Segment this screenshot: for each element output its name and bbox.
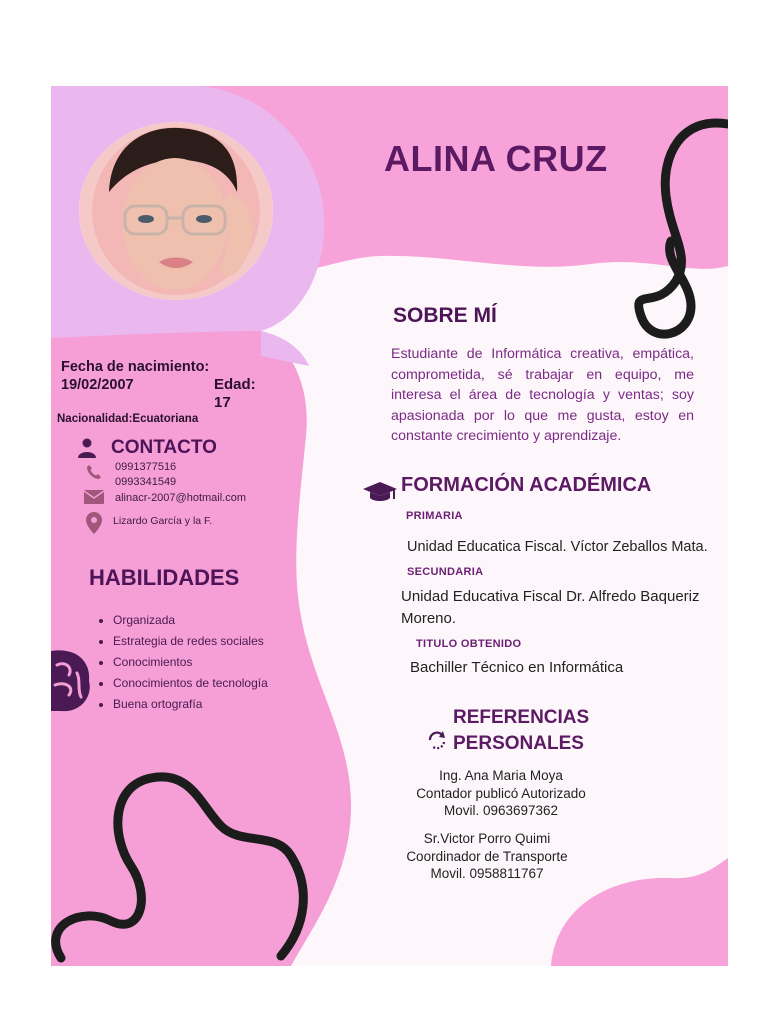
resume-page (51, 86, 728, 966)
nationality: Nacionalidad:Ecuatoriana (57, 413, 199, 425)
birth-label: Fecha de nacimiento: (61, 359, 210, 375)
birth-info (61, 358, 209, 394)
contact-title: CONTACTO (111, 437, 217, 458)
degree-label: TITULO OBTENIDO (416, 638, 522, 650)
reference-2-name: Sr.Victor Porro Quimi (423, 831, 551, 846)
skills-title: HABILIDADES (89, 565, 240, 590)
skill-item: • Conocimientos de tecnología (113, 673, 268, 694)
references-title-line1: REFERENCIAS (453, 707, 590, 728)
graduation-cap-icon (362, 481, 398, 503)
about-title: SOBRE MÍ (393, 304, 497, 327)
reference-1-name: Ing. Ana Maria Moya (439, 768, 563, 783)
contact-email: alinacr-2007@hotmail.com (115, 492, 247, 504)
refresh-icon (426, 729, 448, 751)
primary-label: PRIMARIA (406, 510, 463, 522)
contact-phone-2: 0993341549 (115, 476, 177, 488)
reference-2 (357, 830, 617, 883)
about-text: Estudiante de Informática creativa, empática, comprometida, sé trabajar en equipo, me interesa el área de tecnología y ventas; soy apasionada por lo que me gusta, estoy en constante crecimiento y aprendizaje. (391, 346, 694, 444)
phone-icon (86, 464, 102, 480)
mail-icon (84, 490, 104, 504)
degree-value: Bachiller Técnico en Informática (410, 659, 624, 676)
education-title: FORMACIÓN ACADÉMICA (401, 474, 652, 496)
reference-1-role: Contador publicó Autorizado (416, 785, 586, 801)
candidate-name: ALINA CRUZ (384, 138, 608, 179)
skill-item: • Conocimientos (113, 652, 268, 673)
secondary-label: SECUNDARIA (407, 566, 484, 578)
age-value: 17 (214, 394, 231, 411)
skill-item: • Estrategia de redes sociales (113, 631, 268, 652)
skills-list (91, 610, 268, 715)
secondary-school-line1: Unidad Educativa Fiscal Dr. Alfredo Baqueriz (401, 588, 700, 605)
references-title (453, 705, 589, 757)
contact-phone-1: 0991377516 (115, 461, 177, 473)
person-icon (78, 438, 96, 458)
references-title-line2: PERSONALES (453, 733, 584, 754)
skill-item: • Buena ortografía (113, 694, 268, 715)
reference-2-phone: Movil. 0958811767 (430, 866, 544, 881)
birth-date: 19/02/2007 (61, 377, 134, 393)
age-label: Edad: (214, 376, 256, 393)
reference-2-role: Coordinador de Transporte (406, 848, 568, 864)
profile-photo (79, 122, 273, 300)
reference-1 (371, 767, 631, 820)
portrait-image (79, 122, 273, 300)
contact-address: Lizardo García y la F. (113, 515, 213, 527)
location-pin-icon (86, 512, 102, 534)
age-info (214, 376, 274, 412)
skill-item: • Organizada (113, 610, 268, 631)
reference-1-phone: Movil. 0963697362 (443, 803, 559, 818)
primary-school: Unidad Educatica Fiscal. Víctor Zeballos Mata. (407, 539, 708, 555)
secondary-school-line2: Moreno. (401, 610, 457, 627)
